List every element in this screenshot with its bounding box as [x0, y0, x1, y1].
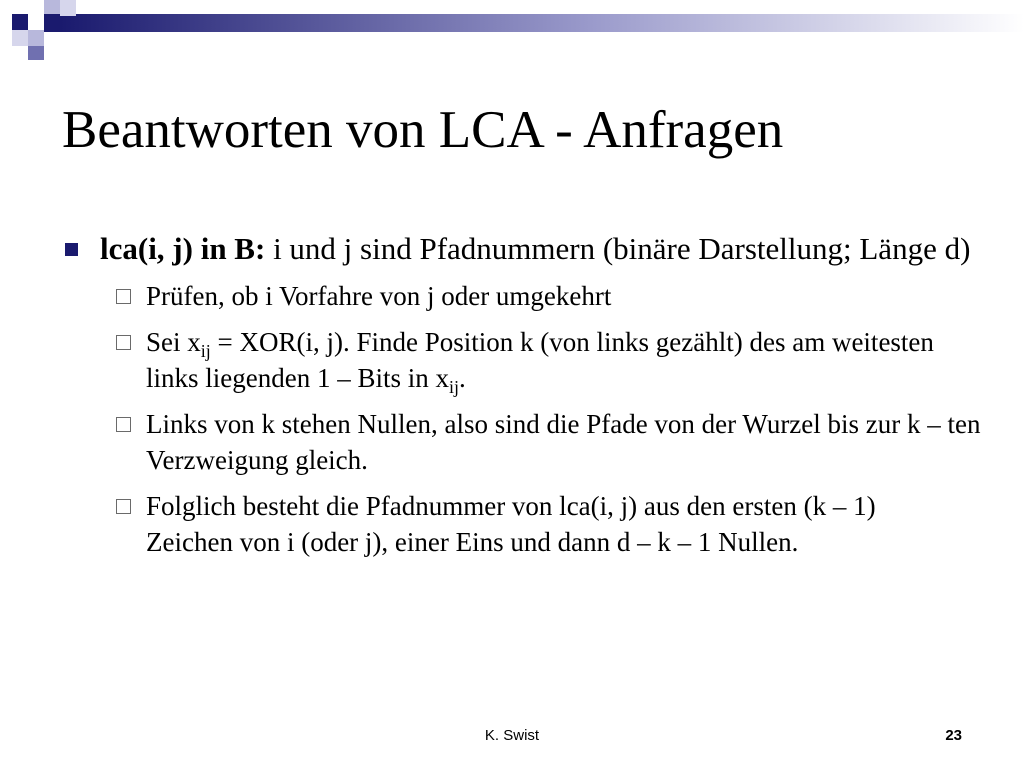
decor-square: [12, 30, 28, 46]
header-decoration: [0, 0, 1024, 70]
footer-author: K. Swist: [484, 727, 540, 744]
slide-content: [62, 228, 982, 560]
page-number: 23: [945, 727, 962, 744]
subbullet-zeros: [146, 406, 982, 478]
decor-square: [44, 14, 60, 32]
decor-square: [28, 30, 44, 46]
header-gradient-bar: [60, 14, 1024, 32]
subbullet-check-ancestor: [146, 278, 982, 314]
decor-square: [60, 0, 76, 16]
subscript: ij: [200, 341, 211, 361]
subbullet-xor: [146, 324, 982, 396]
slide-title: Beantworten von LCA - Anfragen: [62, 101, 784, 159]
decor-square: [44, 0, 60, 16]
subbullet-conclusion: [146, 488, 936, 560]
decor-square: [12, 14, 28, 30]
decor-square: [28, 46, 44, 60]
hollow-square-bullet-icon: [116, 417, 131, 432]
hollow-square-bullet-icon: [116, 335, 131, 350]
bullet-bold-lead: lca(i, j) in B:: [100, 231, 266, 266]
subbullet-text: Folglich besteht die Pfadnummer von lca(i, j) aus den ersten (k – 1) Zeichen von i (oder j), einer Eins und dann d – k – 1 Nullen.: [146, 491, 876, 557]
subbullet-text: Links von k stehen Nullen, also sind die Pfade von der Wurzel bis zur k – ten Verzweigung gleich.: [146, 409, 981, 475]
subbullet-text: Sei $x_{ij} = XOR(i$, j). Finde Position k (von links gezählt) des am weitesten links liegenden 1 – Bits in $x_{ij}$.: [146, 327, 934, 397]
subscript: ij: [449, 377, 460, 397]
square-bullet-icon: [65, 243, 78, 256]
bullet-text: i und j sind Pfadnummern (binäre Darstellung; Länge d): [265, 231, 971, 266]
hollow-square-bullet-icon: [116, 289, 131, 304]
hollow-square-bullet-icon: [116, 499, 131, 514]
bullet-lca-in-b: [62, 228, 982, 269]
subbullet-text: Prüfen, ob i Vorfahre von j oder umgekehrt: [146, 281, 612, 311]
